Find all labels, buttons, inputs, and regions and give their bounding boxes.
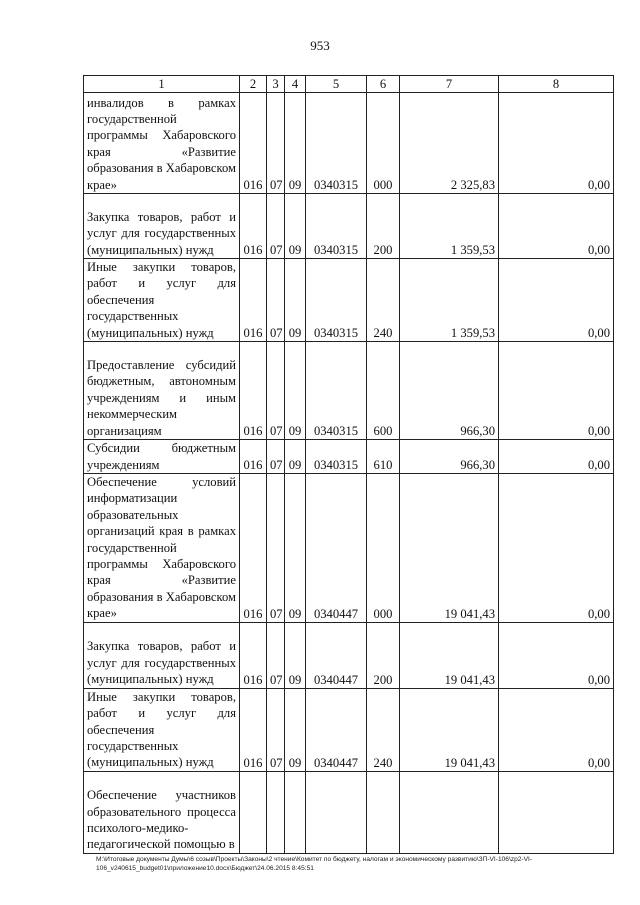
cell-target-article: 0340315 <box>306 440 367 474</box>
cell-section: 07 <box>267 474 285 623</box>
cell-target-article: 0340315 <box>306 259 367 342</box>
cell-admin-code <box>240 771 267 853</box>
budget-table <box>83 75 614 854</box>
cell-admin-code: 016 <box>240 688 267 771</box>
column-header-3: 3 <box>267 76 285 93</box>
cell-expense-type: 200 <box>367 194 400 259</box>
cell-target-article: 0340315 <box>306 93 367 194</box>
cell-admin-code: 016 <box>240 342 267 440</box>
cell-amount: 1 359,53 <box>400 194 499 259</box>
cell-expense-type: 000 <box>367 474 400 623</box>
cell-subsection: 09 <box>285 259 306 342</box>
table-row <box>84 440 614 474</box>
cell-expense-type: 200 <box>367 622 400 688</box>
cell-admin-code: 016 <box>240 194 267 259</box>
column-header-8: 8 <box>499 76 614 93</box>
cell-admin-code: 016 <box>240 474 267 623</box>
cell-admin-code: 016 <box>240 259 267 342</box>
cell-target-article: 0340447 <box>306 622 367 688</box>
cell-target-article: 0340447 <box>306 474 367 623</box>
file-path-footer: M:\Итоговые документы Думы\6 созыв\Проекты\Законы\2 чтение\Комитет по бюджету, налогам и экономическому развитию\ЗП-VI-106\zp2-VI-106_v240615_budget01\приложение10.docx\Бюджет\24.06.2015 8:45:51 <box>96 856 533 872</box>
row-name: Субсидии бюджетным учреждениям <box>84 440 240 474</box>
cell-target-article: 0340447 <box>306 688 367 771</box>
cell-section: 07 <box>267 259 285 342</box>
row-name: Иные закупки товаров, работ и услуг для обеспечения государственных (муниципальных) нужд <box>84 688 240 771</box>
cell-expense-type: 600 <box>367 342 400 440</box>
row-name: Закупка товаров, работ и услуг для государственных (муниципальных) нужд <box>84 622 240 688</box>
cell-subsection: 09 <box>285 474 306 623</box>
cell-expense-type <box>367 771 400 853</box>
cell-amount <box>400 771 499 853</box>
table-row <box>84 474 614 623</box>
column-header-6: 6 <box>367 76 400 93</box>
row-name: Предоставление субсидий бюджетным, автономным учреждениям и иным некоммерческим организациям <box>84 342 240 440</box>
column-header-5: 5 <box>306 76 367 93</box>
table-row <box>84 622 614 688</box>
cell-section: 07 <box>267 622 285 688</box>
cell-amount-2: 0,00 <box>499 259 614 342</box>
cell-target-article: 0340315 <box>306 342 367 440</box>
cell-amount-2: 0,00 <box>499 622 614 688</box>
cell-amount-2 <box>499 771 614 853</box>
cell-target-article: 0340315 <box>306 194 367 259</box>
table-row <box>84 194 614 259</box>
cell-amount: 19 041,43 <box>400 474 499 623</box>
cell-section: 07 <box>267 688 285 771</box>
cell-amount: 19 041,43 <box>400 622 499 688</box>
cell-subsection: 09 <box>285 194 306 259</box>
cell-section: 07 <box>267 342 285 440</box>
table-row <box>84 771 614 853</box>
cell-subsection: 09 <box>285 440 306 474</box>
cell-subsection: 09 <box>285 688 306 771</box>
cell-subsection <box>285 771 306 853</box>
column-header-4: 4 <box>285 76 306 93</box>
cell-target-article <box>306 771 367 853</box>
cell-amount-2: 0,00 <box>499 474 614 623</box>
cell-subsection: 09 <box>285 622 306 688</box>
cell-section: 07 <box>267 93 285 194</box>
cell-section: 07 <box>267 194 285 259</box>
row-name: Закупка товаров, работ и услуг для государственных (муниципальных) нужд <box>84 194 240 259</box>
table-row <box>84 688 614 771</box>
header-row <box>84 76 614 93</box>
cell-section: 07 <box>267 440 285 474</box>
cell-admin-code: 016 <box>240 93 267 194</box>
row-name: Иные закупки товаров, работ и услуг для обеспечения государственных (муниципальных) нужд <box>84 259 240 342</box>
row-name: Обеспечение участников образовательного процесса психолого-медико-педагогической помощью в <box>84 771 240 853</box>
table-row <box>84 342 614 440</box>
table-row <box>84 93 614 194</box>
cell-section <box>267 771 285 853</box>
cell-admin-code: 016 <box>240 622 267 688</box>
column-header-7: 7 <box>400 76 499 93</box>
table-row <box>84 259 614 342</box>
cell-amount: 966,30 <box>400 440 499 474</box>
cell-admin-code: 016 <box>240 440 267 474</box>
cell-expense-type: 610 <box>367 440 400 474</box>
cell-amount-2: 0,00 <box>499 342 614 440</box>
column-header-1: 1 <box>84 76 240 93</box>
cell-expense-type: 240 <box>367 259 400 342</box>
cell-expense-type: 000 <box>367 93 400 194</box>
page-number: 953 <box>310 38 330 53</box>
cell-amount: 1 359,53 <box>400 259 499 342</box>
cell-amount: 966,30 <box>400 342 499 440</box>
cell-amount-2: 0,00 <box>499 688 614 771</box>
column-header-2: 2 <box>240 76 267 93</box>
cell-amount: 2 325,83 <box>400 93 499 194</box>
row-name: Обеспечение условий информатизации образовательных организаций края в рамках государственной программы Хабаровского края «Развитие образования в Хабаровском крае» <box>84 474 240 623</box>
row-name: инвалидов в рамках государственной программы Хабаровского края «Развитие образования в Хабаровском крае» <box>84 93 240 194</box>
cell-amount-2: 0,00 <box>499 440 614 474</box>
cell-subsection: 09 <box>285 342 306 440</box>
cell-amount-2: 0,00 <box>499 194 614 259</box>
cell-amount-2: 0,00 <box>499 93 614 194</box>
cell-amount: 19 041,43 <box>400 688 499 771</box>
cell-expense-type: 240 <box>367 688 400 771</box>
cell-subsection: 09 <box>285 93 306 194</box>
